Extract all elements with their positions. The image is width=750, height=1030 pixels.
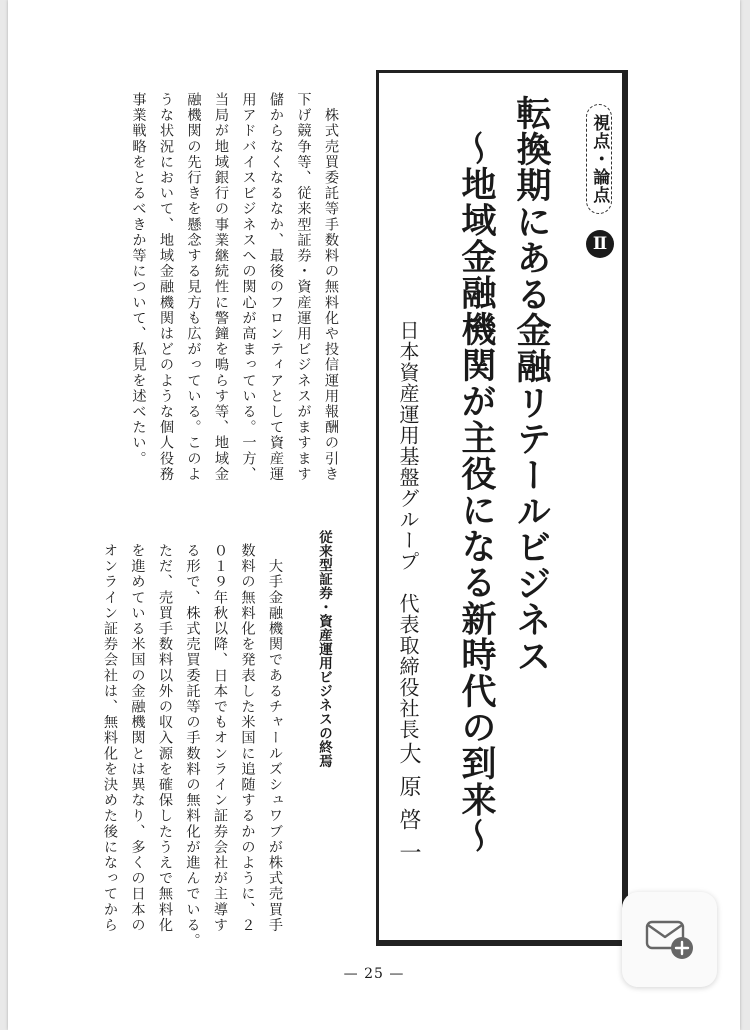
section-number: Ⅱ: [586, 230, 614, 258]
article-title: 転換期にある金融リテールビジネス: [511, 95, 551, 675]
add-mail-button[interactable]: [622, 892, 717, 987]
page-number: — 25 —: [343, 966, 405, 982]
section-badge-label: 視点・論点: [589, 114, 610, 204]
author-name: 大原啓一: [396, 742, 421, 874]
section-badge: [586, 104, 612, 214]
section-heading: 従来型証券・資産運用ビジネスの終焉: [316, 530, 332, 768]
document-page: [8, 0, 740, 1030]
body-paragraph: 大手金融機関であるチャールズシュワブが株式売買手 数料の無料化を発表した米国に追随するかのように、２ ０１９年秋以降、日本でもオンライン証券会社が主導す る形で、株式売買委託等の手数料の無料化が進んでいる。 ただ、売買手数料以外の収入源を確保したうえで無料化 を進めている米国の金融機関とは異なり、多くの日本の オンライン証券会社は、無料化を決めた後になってから: [102, 543, 283, 949]
author-organization: 日本資産運用基盤グループ 代表取締役社長: [396, 320, 420, 740]
intro-paragraph: 株式売買委託等手数料の無料化や投信運用報酬の引き 下げ競争等、従来型証券・資産運用ビジネスがますます 儲からなくなるなか、最後のフロンティアとして資産運 用アドバイスビジネスへの関心が高まっている。一方、 当局が地域銀行の事業継続性に警鐘を鳴らす等、地域金 融機関の先行きを懸念する見方も広がっている。このよ うな状況において、地域金融機関はどのような個人役務 事業戦略をとるべきか等について、私見を述べたい。: [130, 92, 339, 482]
article-subtitle: 〜地域金融機関が主役になる新時代の到来〜: [456, 130, 496, 854]
mail-add-icon: [644, 916, 696, 964]
